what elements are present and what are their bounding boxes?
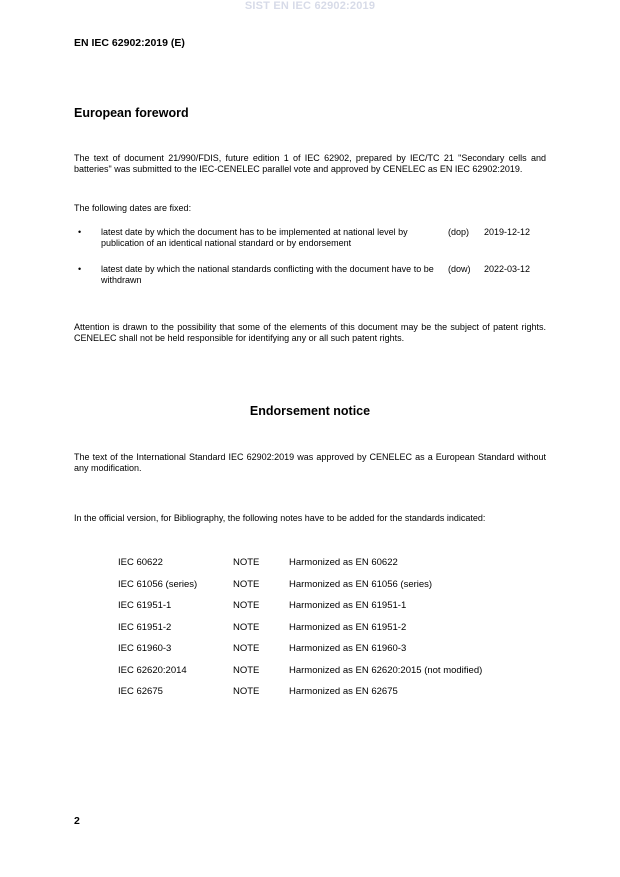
harmonized-text: Harmonized as EN 61056 (series): [289, 578, 433, 590]
date-item-text: latest date by which the document has to be implemented at national level by publication of an identical national standard or by endorsement: [101, 227, 408, 248]
harmonized-text: Harmonized as EN 61951-2: [289, 621, 407, 633]
bibliography-intro-paragraph: In the official version, for Bibliography, the following notes have to be added for the standards indicated:: [74, 513, 486, 523]
harmonized-text: Harmonized as EN 62620:2015 (not modified): [289, 664, 483, 676]
standard-id: IEC 61056 (series): [118, 578, 198, 590]
standard-id: IEC 62675: [118, 686, 163, 697]
dates-intro-paragraph: The following dates are fixed:: [74, 203, 192, 213]
note-label: NOTE: [233, 600, 260, 611]
note-label: NOTE: [233, 686, 260, 697]
page-number: 2: [74, 815, 80, 827]
harmonized-text: Harmonized as EN 61951-1: [289, 600, 407, 611]
date-item-text: latest date by which the national standards conflicting with the document have to be withdrawn: [101, 264, 434, 285]
document-header-id: EN IEC 62902:2019 (E): [74, 37, 185, 49]
bullet-point: •: [78, 227, 82, 237]
foreword-heading: European foreword: [74, 106, 189, 120]
standard-id: IEC 62620:2014: [118, 664, 187, 676]
harmonized-text: Harmonized as EN 61960-3: [289, 643, 407, 654]
standard-id: IEC 61951-1: [118, 600, 172, 611]
harmonized-text: Harmonized as EN 60622: [289, 557, 398, 568]
standard-id: IEC 61951-2: [118, 621, 172, 633]
note-label: NOTE: [233, 578, 260, 590]
standard-id: IEC 60622: [118, 557, 163, 568]
date-item-date: 2022-03-12: [484, 264, 531, 274]
harmonized-text: Harmonized as EN 62675: [289, 686, 398, 697]
date-item-abbr: (dop): [448, 227, 470, 237]
endorsement-heading: Endorsement notice: [249, 404, 371, 418]
foreword-intro-paragraph: The text of document 21/990/FDIS, future edition 1 of IEC 62902, prepared by IEC/TC 21 "Secondary cells and batteries" was submitted to the IEC-CENELEC parallel vote and approved by CENELEC as EN IEC 62902:2019.: [74, 153, 546, 174]
watermark-text: SIST EN IEC 62902:2019: [244, 0, 376, 12]
note-label: NOTE: [233, 664, 260, 676]
date-item-dop: [74, 227, 546, 251]
date-item-abbr: (dow): [448, 264, 471, 274]
endorsement-paragraph: The text of the International Standard IEC 62902:2019 was approved by CENELEC as a European Standard without any modification.: [74, 452, 546, 473]
note-label: NOTE: [233, 643, 260, 654]
date-item-dow: [74, 264, 546, 288]
bullet-point: •: [78, 264, 82, 274]
date-item-date: 2019-12-12: [484, 227, 531, 237]
patent-attention-paragraph: Attention is drawn to the possibility that some of the elements of this document may be the subject of patent rights. CENELEC shall not be held responsible for identifying any or all such patent rights.: [74, 322, 546, 343]
note-label: NOTE: [233, 621, 260, 633]
standard-id: IEC 61960-3: [118, 643, 172, 654]
note-label: NOTE: [233, 557, 260, 568]
